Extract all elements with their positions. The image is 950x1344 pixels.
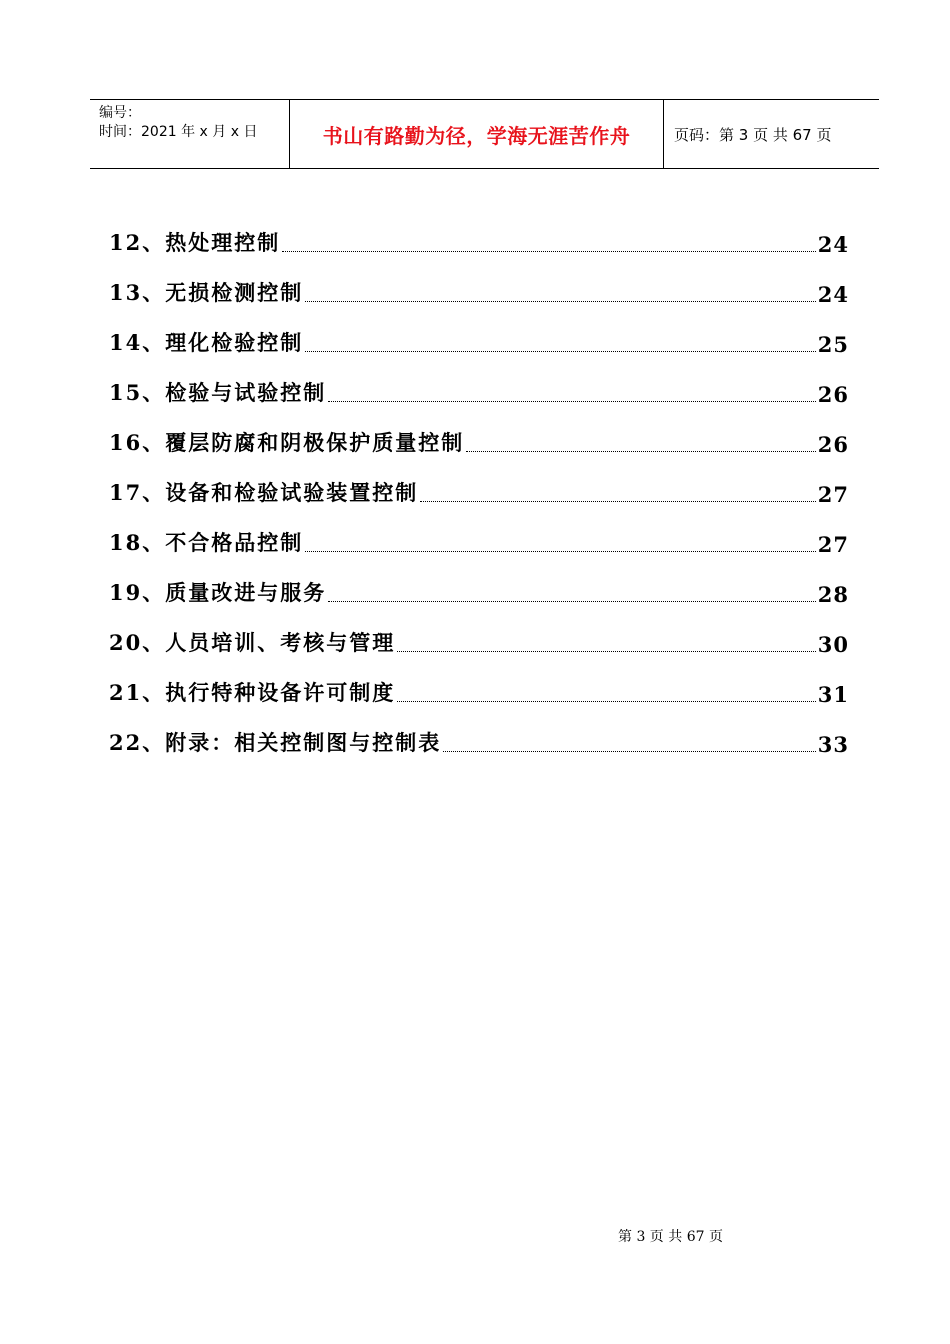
toc-entry-page: 28 bbox=[817, 582, 849, 607]
toc-entry-title: 不合格品控制 bbox=[165, 530, 304, 555]
toc-dot-leader bbox=[282, 250, 816, 252]
toc-entry-title: 执行特种设备许可制度 bbox=[165, 680, 396, 705]
toc-entry-number: 13、 bbox=[109, 280, 166, 305]
toc-entry-page: 24 bbox=[817, 282, 849, 307]
toc-entry[interactable] bbox=[109, 607, 849, 657]
toc-entry[interactable] bbox=[109, 707, 849, 757]
toc-entry-page: 26 bbox=[817, 432, 849, 457]
toc-entry-number: 22、 bbox=[109, 730, 166, 755]
toc-dot-leader bbox=[397, 650, 816, 652]
toc-entry-page: 24 bbox=[817, 232, 849, 257]
toc-dot-leader bbox=[305, 350, 816, 352]
toc-entry[interactable] bbox=[109, 457, 849, 507]
toc-entry[interactable] bbox=[109, 557, 849, 607]
toc-entry-number: 17、 bbox=[109, 480, 166, 505]
toc-entry-page: 25 bbox=[817, 332, 849, 357]
toc-entry-title: 设备和检验试验装置控制 bbox=[165, 480, 419, 505]
serial-label: 编号： bbox=[99, 105, 141, 121]
toc-entry-title: 覆层防腐和阴极保护质量控制 bbox=[165, 430, 465, 455]
toc-dot-leader bbox=[443, 750, 816, 752]
page-footer: 第 3 页 共 67 页 bbox=[618, 1229, 723, 1245]
toc-entry-number: 12、 bbox=[109, 230, 166, 255]
toc-entry-title: 检验与试验控制 bbox=[165, 380, 327, 405]
toc-dot-leader bbox=[328, 400, 816, 402]
toc-dot-leader bbox=[397, 700, 816, 702]
toc-entry-title: 热处理控制 bbox=[165, 230, 281, 255]
document-header bbox=[90, 99, 879, 169]
toc-dot-leader bbox=[305, 300, 816, 302]
toc-dot-leader bbox=[420, 500, 816, 502]
table-of-contents bbox=[109, 207, 849, 757]
header-page-info: 页码：第 3 页 共 67 页 bbox=[674, 125, 832, 144]
toc-entry-page: 27 bbox=[817, 482, 849, 507]
toc-entry[interactable] bbox=[109, 257, 849, 307]
toc-entry-title: 质量改进与服务 bbox=[165, 580, 327, 605]
toc-entry-number: 14、 bbox=[109, 330, 166, 355]
toc-entry[interactable] bbox=[109, 507, 849, 557]
toc-entry-title: 理化检验控制 bbox=[165, 330, 304, 355]
toc-dot-leader bbox=[305, 550, 816, 552]
toc-entry-number: 15、 bbox=[109, 380, 166, 405]
header-meta bbox=[90, 100, 290, 168]
toc-entry-title: 附录：相关控制图与控制表 bbox=[165, 730, 442, 755]
toc-entry-page: 30 bbox=[817, 632, 849, 657]
toc-entry-title: 人员培训、考核与管理 bbox=[165, 630, 396, 655]
toc-entry-number: 19、 bbox=[109, 580, 166, 605]
toc-entry[interactable] bbox=[109, 357, 849, 407]
toc-dot-leader bbox=[328, 600, 816, 602]
toc-entry-number: 18、 bbox=[109, 530, 166, 555]
toc-dot-leader bbox=[466, 450, 816, 452]
toc-entry-page: 33 bbox=[817, 732, 849, 757]
toc-entry[interactable] bbox=[109, 407, 849, 457]
header-motto: 书山有路勤为径，学海无涯苦作舟 bbox=[290, 100, 664, 168]
toc-entry-title: 无损检测控制 bbox=[165, 280, 304, 305]
toc-entry-number: 20、 bbox=[109, 630, 166, 655]
toc-entry-number: 16、 bbox=[109, 430, 166, 455]
toc-entry-page: 27 bbox=[817, 532, 849, 557]
toc-entry-page: 26 bbox=[817, 382, 849, 407]
toc-entry-page: 31 bbox=[817, 682, 849, 707]
toc-entry[interactable] bbox=[109, 307, 849, 357]
toc-entry[interactable] bbox=[109, 657, 849, 707]
time-label: 时间：2021 年 x 月 x 日 bbox=[99, 124, 258, 140]
toc-entry[interactable] bbox=[109, 207, 849, 257]
toc-entry-number: 21、 bbox=[109, 680, 166, 705]
